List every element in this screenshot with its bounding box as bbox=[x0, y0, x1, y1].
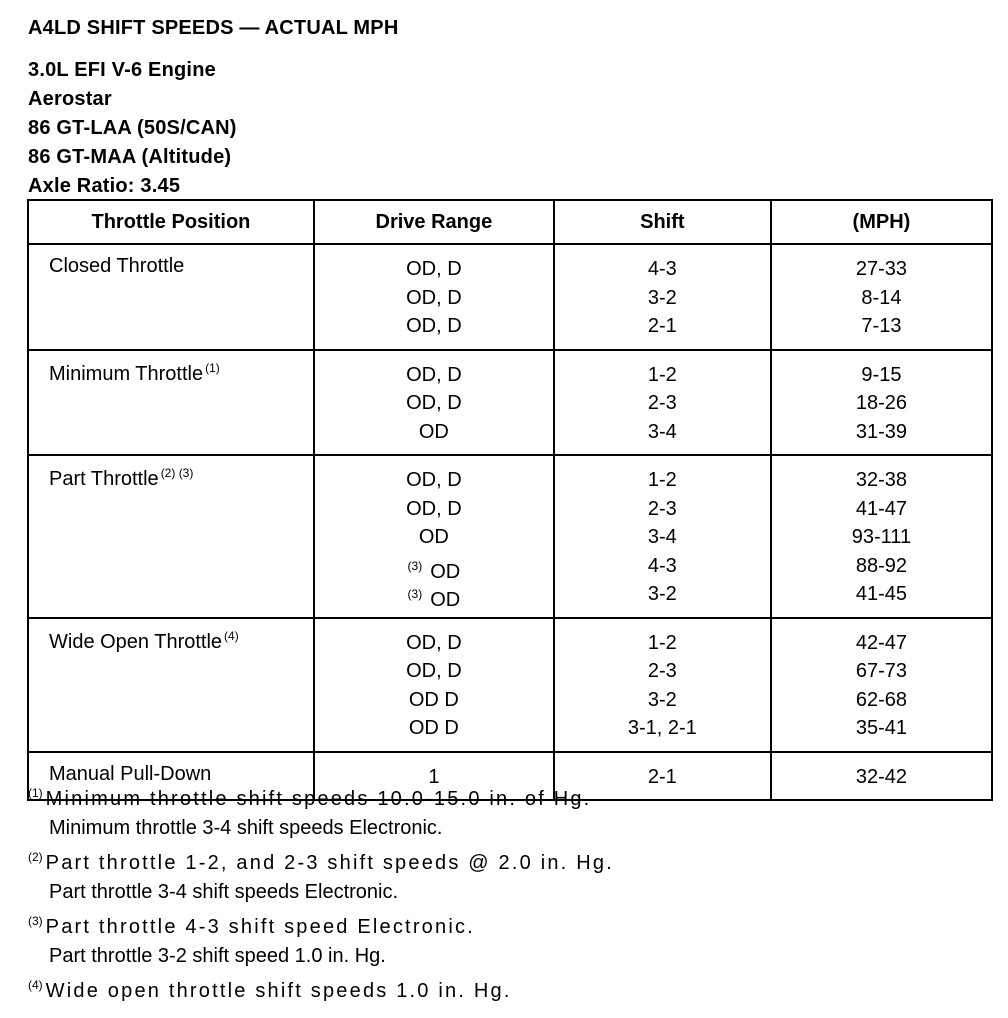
range-value-line bbox=[315, 255, 553, 284]
throttle-position-cell bbox=[28, 618, 314, 752]
mph-value-line bbox=[772, 657, 991, 686]
footnote-reference: (3) bbox=[407, 558, 423, 573]
spec-line-engine: 3.0L EFI V-6 Engine bbox=[28, 59, 216, 81]
throttle-position-label: Wide Open Throttle bbox=[49, 630, 223, 653]
shift-value: 2-3 bbox=[647, 497, 677, 520]
range-value: OD bbox=[430, 589, 461, 611]
mph-value-line bbox=[772, 523, 991, 552]
range-value-line bbox=[315, 523, 553, 552]
footnote-mark: (1) bbox=[28, 786, 43, 800]
range-value: OD bbox=[430, 560, 461, 583]
range-value-line bbox=[315, 714, 553, 743]
throttle-position-label: Part Throttle bbox=[49, 468, 159, 490]
column-header-drive-range: Drive Range bbox=[314, 200, 554, 244]
footnote-mark: (3) bbox=[28, 914, 43, 928]
mph-value: 31-39 bbox=[855, 420, 907, 443]
footnote bbox=[28, 907, 614, 971]
shift-value: 1-2 bbox=[647, 469, 677, 491]
footnote-text-line1: Part throttle 4-3 shift speed Electronic. bbox=[45, 916, 475, 938]
shift-value-line bbox=[555, 657, 770, 686]
shift-value: 3-4 bbox=[647, 526, 677, 548]
shift-value: 3-1, 2-1 bbox=[627, 717, 697, 739]
footnote-mark: (2) bbox=[28, 850, 43, 864]
table-row bbox=[28, 350, 992, 456]
shift-value-line bbox=[555, 312, 770, 341]
shift-value: 1-2 bbox=[647, 631, 677, 654]
footnote-reference: (1) bbox=[205, 360, 220, 375]
throttle-position-cell bbox=[28, 350, 314, 456]
range-value: OD, D bbox=[406, 392, 462, 414]
throttle-position-label: Minimum Throttle bbox=[49, 362, 204, 385]
mph-value-line bbox=[772, 255, 991, 284]
mph-cell bbox=[771, 350, 992, 456]
range-value: OD, D bbox=[406, 660, 462, 682]
spec-line-axle-ratio: Axle Ratio: 3.45 bbox=[28, 175, 181, 197]
range-value-line bbox=[315, 312, 553, 341]
footnote-text-line1: Minimum throttle shift speeds 10.0-15.0 in. of Hg. bbox=[45, 788, 592, 810]
shift-value-line bbox=[555, 255, 770, 284]
shift-value-line bbox=[555, 714, 770, 743]
shift-value-line bbox=[555, 629, 770, 658]
mph-value: 7-13 bbox=[861, 315, 902, 337]
range-value-line bbox=[315, 418, 553, 447]
shift-value-line bbox=[555, 418, 770, 447]
range-cell bbox=[314, 455, 554, 618]
spec-line-calibration-2: 86 GT-MAA (Altitude) bbox=[28, 146, 232, 168]
mph-value-line bbox=[772, 361, 991, 390]
shift-value: 3-2 bbox=[647, 583, 677, 605]
mph-value-line bbox=[772, 466, 991, 495]
mph-value: 93-111 bbox=[851, 526, 912, 548]
mph-value: 41-47 bbox=[855, 497, 907, 520]
footnote bbox=[28, 843, 614, 907]
mph-cell bbox=[771, 618, 992, 752]
shift-cell bbox=[554, 244, 771, 350]
range-value: OD, D bbox=[406, 469, 462, 491]
mph-value: 9-15 bbox=[861, 363, 902, 386]
shift-value-line bbox=[555, 686, 770, 715]
range-value: OD D bbox=[408, 717, 459, 739]
shift-value-line bbox=[555, 361, 770, 390]
mph-value: 62-68 bbox=[855, 688, 907, 711]
range-value: OD bbox=[418, 420, 449, 443]
mph-value-line bbox=[772, 495, 991, 524]
mph-value: 32-38 bbox=[855, 469, 907, 491]
mph-value: 32-42 bbox=[855, 765, 907, 788]
range-value-line bbox=[315, 686, 553, 715]
shift-value: 1-2 bbox=[647, 363, 677, 386]
range-value-line bbox=[315, 284, 553, 313]
shift-value-line bbox=[555, 580, 770, 609]
footnotes bbox=[28, 779, 614, 1006]
range-value-line bbox=[315, 495, 553, 524]
shift-speeds-table bbox=[27, 199, 993, 801]
range-value-line bbox=[315, 552, 553, 581]
mph-value-line bbox=[772, 629, 991, 658]
document-title: A4LD SHIFT SPEEDS — ACTUAL MPH bbox=[28, 17, 399, 39]
table-row bbox=[28, 618, 992, 752]
mph-value-line bbox=[772, 686, 991, 715]
table-row bbox=[28, 244, 992, 350]
shift-value: 3-2 bbox=[647, 286, 677, 309]
mph-value-line bbox=[772, 418, 991, 447]
document-header bbox=[28, 14, 398, 201]
shift-value: 4-3 bbox=[647, 258, 677, 280]
footnote-text-line2: Part throttle 3-4 shift speeds Electronic. bbox=[49, 881, 399, 903]
range-value: 1 bbox=[428, 765, 440, 788]
mph-cell bbox=[771, 752, 992, 801]
shift-value-line bbox=[555, 523, 770, 552]
footnote-text-line1: Part throttle 1-2, and 2-3 shift speeds @ 2.0 in. Hg. bbox=[45, 852, 614, 874]
footnote-reference: (3) bbox=[407, 587, 423, 601]
shift-value-line bbox=[555, 389, 770, 418]
range-value-line bbox=[315, 466, 553, 495]
column-header-throttle-position: Throttle Position bbox=[28, 200, 314, 244]
table-row bbox=[28, 455, 992, 618]
mph-value-line bbox=[772, 552, 991, 581]
range-value: OD, D bbox=[406, 363, 462, 386]
mph-value: 41-45 bbox=[855, 583, 907, 605]
footnote-text-line2: Minimum throttle 3-4 shift speeds Electronic. bbox=[49, 817, 443, 839]
shift-value: 4-3 bbox=[647, 554, 677, 577]
shift-value-line bbox=[555, 495, 770, 524]
range-value: OD, D bbox=[406, 286, 462, 309]
range-value: OD bbox=[418, 526, 449, 548]
range-value: OD, D bbox=[406, 258, 462, 280]
footnote bbox=[28, 971, 614, 1006]
shift-value: 3-2 bbox=[647, 688, 677, 711]
shift-cell bbox=[554, 455, 771, 618]
shift-value-line bbox=[555, 284, 770, 313]
mph-value-line bbox=[772, 763, 991, 792]
shift-value: 2-3 bbox=[647, 392, 677, 414]
throttle-position-cell bbox=[28, 455, 314, 618]
range-cell bbox=[314, 244, 554, 350]
shift-cell bbox=[554, 618, 771, 752]
footnote-reference: (4) bbox=[224, 628, 239, 643]
footnote-reference: (2) (3) bbox=[160, 466, 194, 480]
spec-line-vehicle: Aerostar bbox=[28, 88, 112, 110]
footnote-mark: (4) bbox=[28, 978, 43, 992]
mph-value: 18-26 bbox=[855, 392, 907, 414]
mph-value: 8-14 bbox=[861, 286, 902, 309]
range-value-line bbox=[315, 657, 553, 686]
shift-value: 3-4 bbox=[647, 420, 677, 443]
range-value-line bbox=[315, 389, 553, 418]
shift-value-line bbox=[555, 466, 770, 495]
range-value-line bbox=[315, 580, 553, 609]
column-header-shift: Shift bbox=[554, 200, 771, 244]
range-value: OD, D bbox=[406, 315, 462, 337]
shift-value: 2-3 bbox=[647, 660, 677, 682]
footnote bbox=[28, 779, 614, 843]
mph-cell bbox=[771, 455, 992, 618]
mph-value: 27-33 bbox=[855, 258, 907, 280]
footnote-text-line2: Part throttle 3-2 shift speed 1.0 in. Hg. bbox=[49, 945, 386, 967]
spec-line-calibration-1: 86 GT-LAA (50S/CAN) bbox=[28, 117, 237, 139]
range-value: OD, D bbox=[406, 497, 462, 520]
shift-value-line bbox=[555, 552, 770, 581]
range-cell bbox=[314, 618, 554, 752]
mph-value-line bbox=[772, 714, 991, 743]
mph-value-line bbox=[772, 312, 991, 341]
shift-value: 2-1 bbox=[647, 765, 677, 788]
throttle-position-label: Closed Throttle bbox=[49, 255, 185, 277]
throttle-position-label: Manual Pull-Down bbox=[49, 762, 212, 785]
range-cell bbox=[314, 350, 554, 456]
mph-value: 67-73 bbox=[855, 660, 907, 682]
footnote-text-line1: Wide open throttle shift speeds 1.0 in. Hg. bbox=[45, 980, 512, 1002]
mph-value: 42-47 bbox=[855, 631, 907, 654]
mph-value: 35-41 bbox=[855, 717, 907, 739]
range-value: OD, D bbox=[406, 631, 462, 654]
shift-value: 2-1 bbox=[647, 315, 677, 337]
mph-value-line bbox=[772, 284, 991, 313]
mph-value-line bbox=[772, 389, 991, 418]
range-value-line bbox=[315, 361, 553, 390]
mph-value-line bbox=[772, 580, 991, 609]
table-header-row bbox=[28, 200, 992, 244]
throttle-position-cell bbox=[28, 244, 314, 350]
shift-cell bbox=[554, 350, 771, 456]
range-value-line bbox=[315, 629, 553, 658]
mph-value: 88-92 bbox=[855, 554, 907, 577]
range-value: OD D bbox=[408, 688, 459, 711]
mph-cell bbox=[771, 244, 992, 350]
column-header-mph: (MPH) bbox=[771, 200, 992, 244]
